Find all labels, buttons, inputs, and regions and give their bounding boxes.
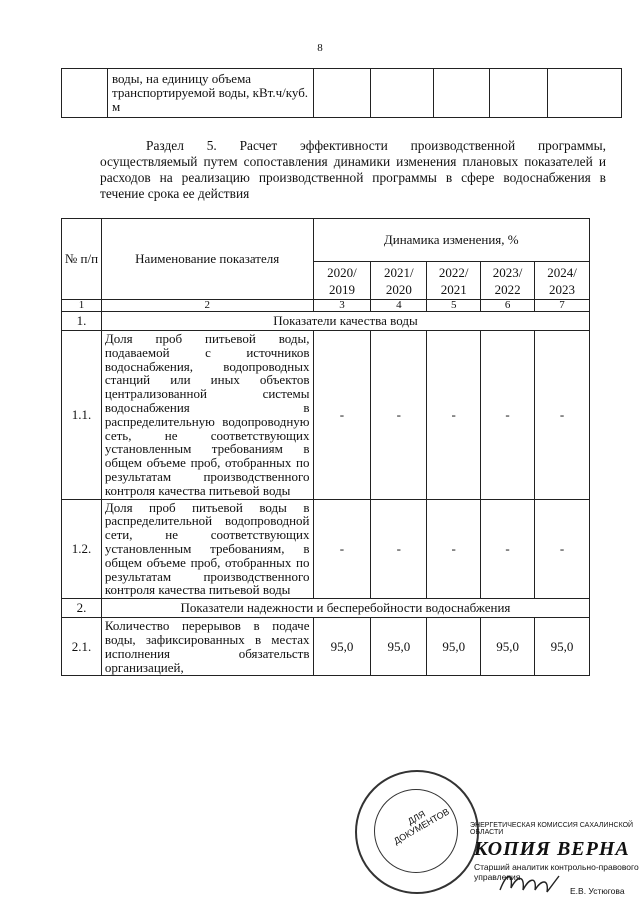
column-index-row [62,300,590,312]
value-cell: - [535,331,590,500]
value-cell: 95,0 [535,618,590,676]
header-year: 2021/ 2020 [371,262,427,300]
value-cell: - [535,499,590,599]
value-cell: - [371,331,427,500]
certification-signer: Е.В. Устюгова [570,886,625,896]
row-number: 1.2. [62,499,102,599]
section-number: 1. [62,312,102,331]
column-index: 6 [481,300,535,312]
value-cell: 95,0 [313,618,371,676]
section-number: 2. [62,599,102,618]
round-seal [355,770,479,894]
column-index: 4 [371,300,427,312]
header-year: 2022/ 2021 [427,262,481,300]
value-cell: - [313,499,371,599]
value-cell: 95,0 [481,618,535,676]
value-cell: - [481,499,535,599]
section-row [62,599,590,618]
value-cell: 95,0 [371,618,427,676]
table-row [62,331,590,500]
certification-position: Старший аналитик контрольно-правового управления [474,862,639,882]
table-row [62,499,590,599]
header-dynamics: Динамика изменения, % [313,219,590,262]
value-cell: - [481,331,535,500]
value-cell: - [427,331,481,500]
value-cell: 95,0 [427,618,481,676]
column-index: 5 [427,300,481,312]
column-index: 3 [313,300,371,312]
indicator-name: Доля проб питьевой воды, подаваемой с источников водоснабжения, водопроводных станций или иных объектов централизованной системы водоснабжения в распределительную водопроводную сеть, не соответствующих установленным требованиям в общем объеме проб, отобранных по результатам производственного контроля качества питьевой воды [101,331,313,500]
efficiency-table [61,218,590,676]
value-cell: - [371,499,427,599]
section-row [62,312,590,331]
column-index: 2 [101,300,313,312]
previous-table-fragment [61,68,622,118]
row-number: 2.1. [62,618,102,676]
section-heading: Показатели качества воды [101,312,589,331]
indicator-name: Количество перерывов в подаче воды, зафиксированных в местах исполнения обязательств организацией, [101,618,313,676]
header-num: № п/п [62,219,102,300]
section-heading: Показатели надежности и бесперебойности водоснабжения [101,599,589,618]
fragment-text: воды, на единицу объема транспортируемой воды, кВт.ч/куб. м [112,71,309,114]
certification-label: КОПИЯ ВЕРНА [474,838,630,860]
row-number: 1.1. [62,331,102,500]
indicator-name: Доля проб питьевой воды в распределительной водопроводной сети, не соответствующих установленным требованиям, в общем объеме проб, отобранных по результатам производственного контроля качества питьевой воды [101,499,313,599]
header-year: 2024/ 2023 [535,262,590,300]
value-cell: - [427,499,481,599]
column-index: 7 [535,300,590,312]
seal-text: ДЛЯ ДОКУМЕНТОВ [392,806,451,847]
header-name: Наименование показателя [101,219,313,300]
table-row [62,618,590,676]
header-year: 2020/ 2019 [313,262,371,300]
header-year: 2023/ 2022 [481,262,535,300]
page-number: 8 [317,42,323,54]
handwritten-signature [495,868,565,898]
certification-org: ЭНЕРГЕТИЧЕСКАЯ КОМИССИЯ САХАЛИНСКОЙ ОБЛАСТИ [470,822,634,836]
value-cell: - [313,331,371,500]
column-index: 1 [62,300,102,312]
section-title: Раздел 5. Расчет эффективности производственной программы, осуществляемый путем сопоставления динамики изменения плановых показателей и расходов на реализацию производственной программы в сфере водоснабжения в течение срока ее действия [100,138,606,201]
fragment-cell [108,69,314,118]
